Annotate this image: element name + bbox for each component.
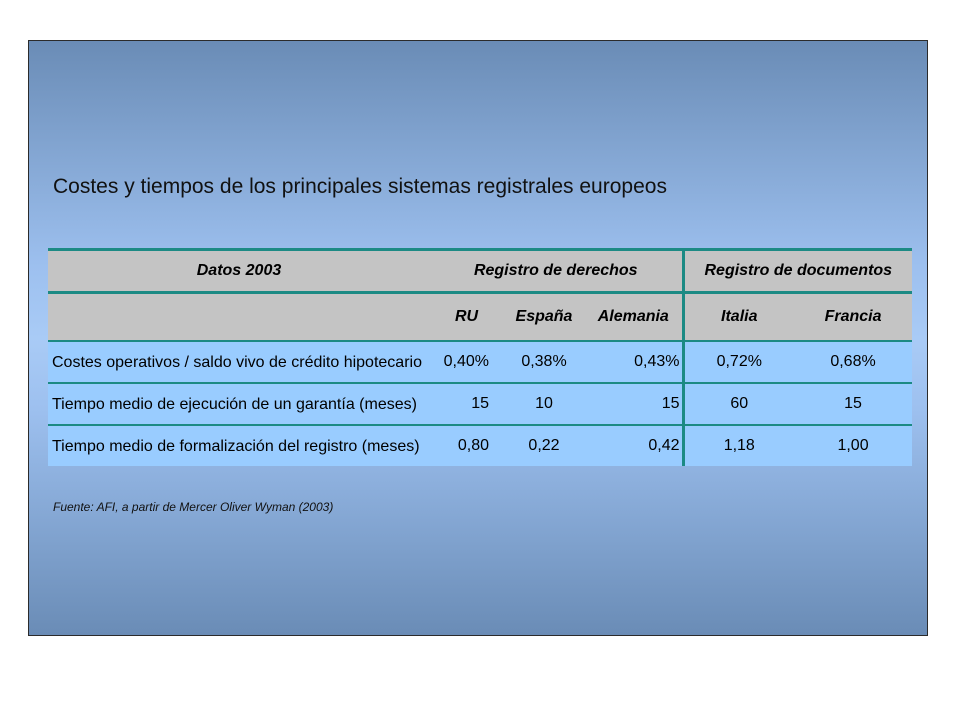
cell-value: 0,72%: [683, 341, 794, 383]
row-label: Costes operativos / saldo vivo de crédito hipotecario: [48, 341, 430, 383]
table-header-row-countries: [48, 293, 912, 342]
group-header-derechos: Registro de derechos: [430, 250, 683, 293]
cell-value: 15: [430, 383, 503, 425]
data-table: [48, 248, 912, 466]
slide-title: Costes y tiempos de los principales sistemas registrales europeos: [53, 175, 667, 198]
row-label: Tiempo medio de formalización del registro (meses): [48, 425, 430, 466]
column-header-italia: Italia: [683, 293, 794, 342]
cell-value: 0,38%: [503, 341, 585, 383]
slide-panel: [28, 40, 928, 636]
cell-value: 0,40%: [430, 341, 503, 383]
cell-value: 1,18: [683, 425, 794, 466]
table-row: [48, 341, 912, 383]
source-note: Fuente: AFI, a partir de Mercer Oliver Wyman (2003): [53, 500, 334, 514]
cell-value: 0,68%: [794, 341, 912, 383]
table-row: [48, 383, 912, 425]
cell-value: 0,22: [503, 425, 585, 466]
group-header-documentos: Registro de documentos: [683, 250, 912, 293]
cell-value: 0,80: [430, 425, 503, 466]
data-table-container: [48, 248, 912, 466]
cell-value: 0,42: [585, 425, 683, 466]
table-row: [48, 425, 912, 466]
cell-value: 0,43%: [585, 341, 683, 383]
cell-value: 60: [683, 383, 794, 425]
column-header-francia: Francia: [794, 293, 912, 342]
column-header-ru: RU: [430, 293, 503, 342]
cell-value: 1,00: [794, 425, 912, 466]
header-label-datos: Datos 2003: [48, 250, 430, 293]
column-header-espana: España: [503, 293, 585, 342]
cell-value: 15: [794, 383, 912, 425]
table-header-row-groups: [48, 250, 912, 293]
header-empty-cell: [48, 293, 430, 342]
row-label: Tiempo medio de ejecución de un garantía (meses): [48, 383, 430, 425]
column-header-alemania: Alemania: [585, 293, 683, 342]
cell-value: 15: [585, 383, 683, 425]
cell-value: 10: [503, 383, 585, 425]
